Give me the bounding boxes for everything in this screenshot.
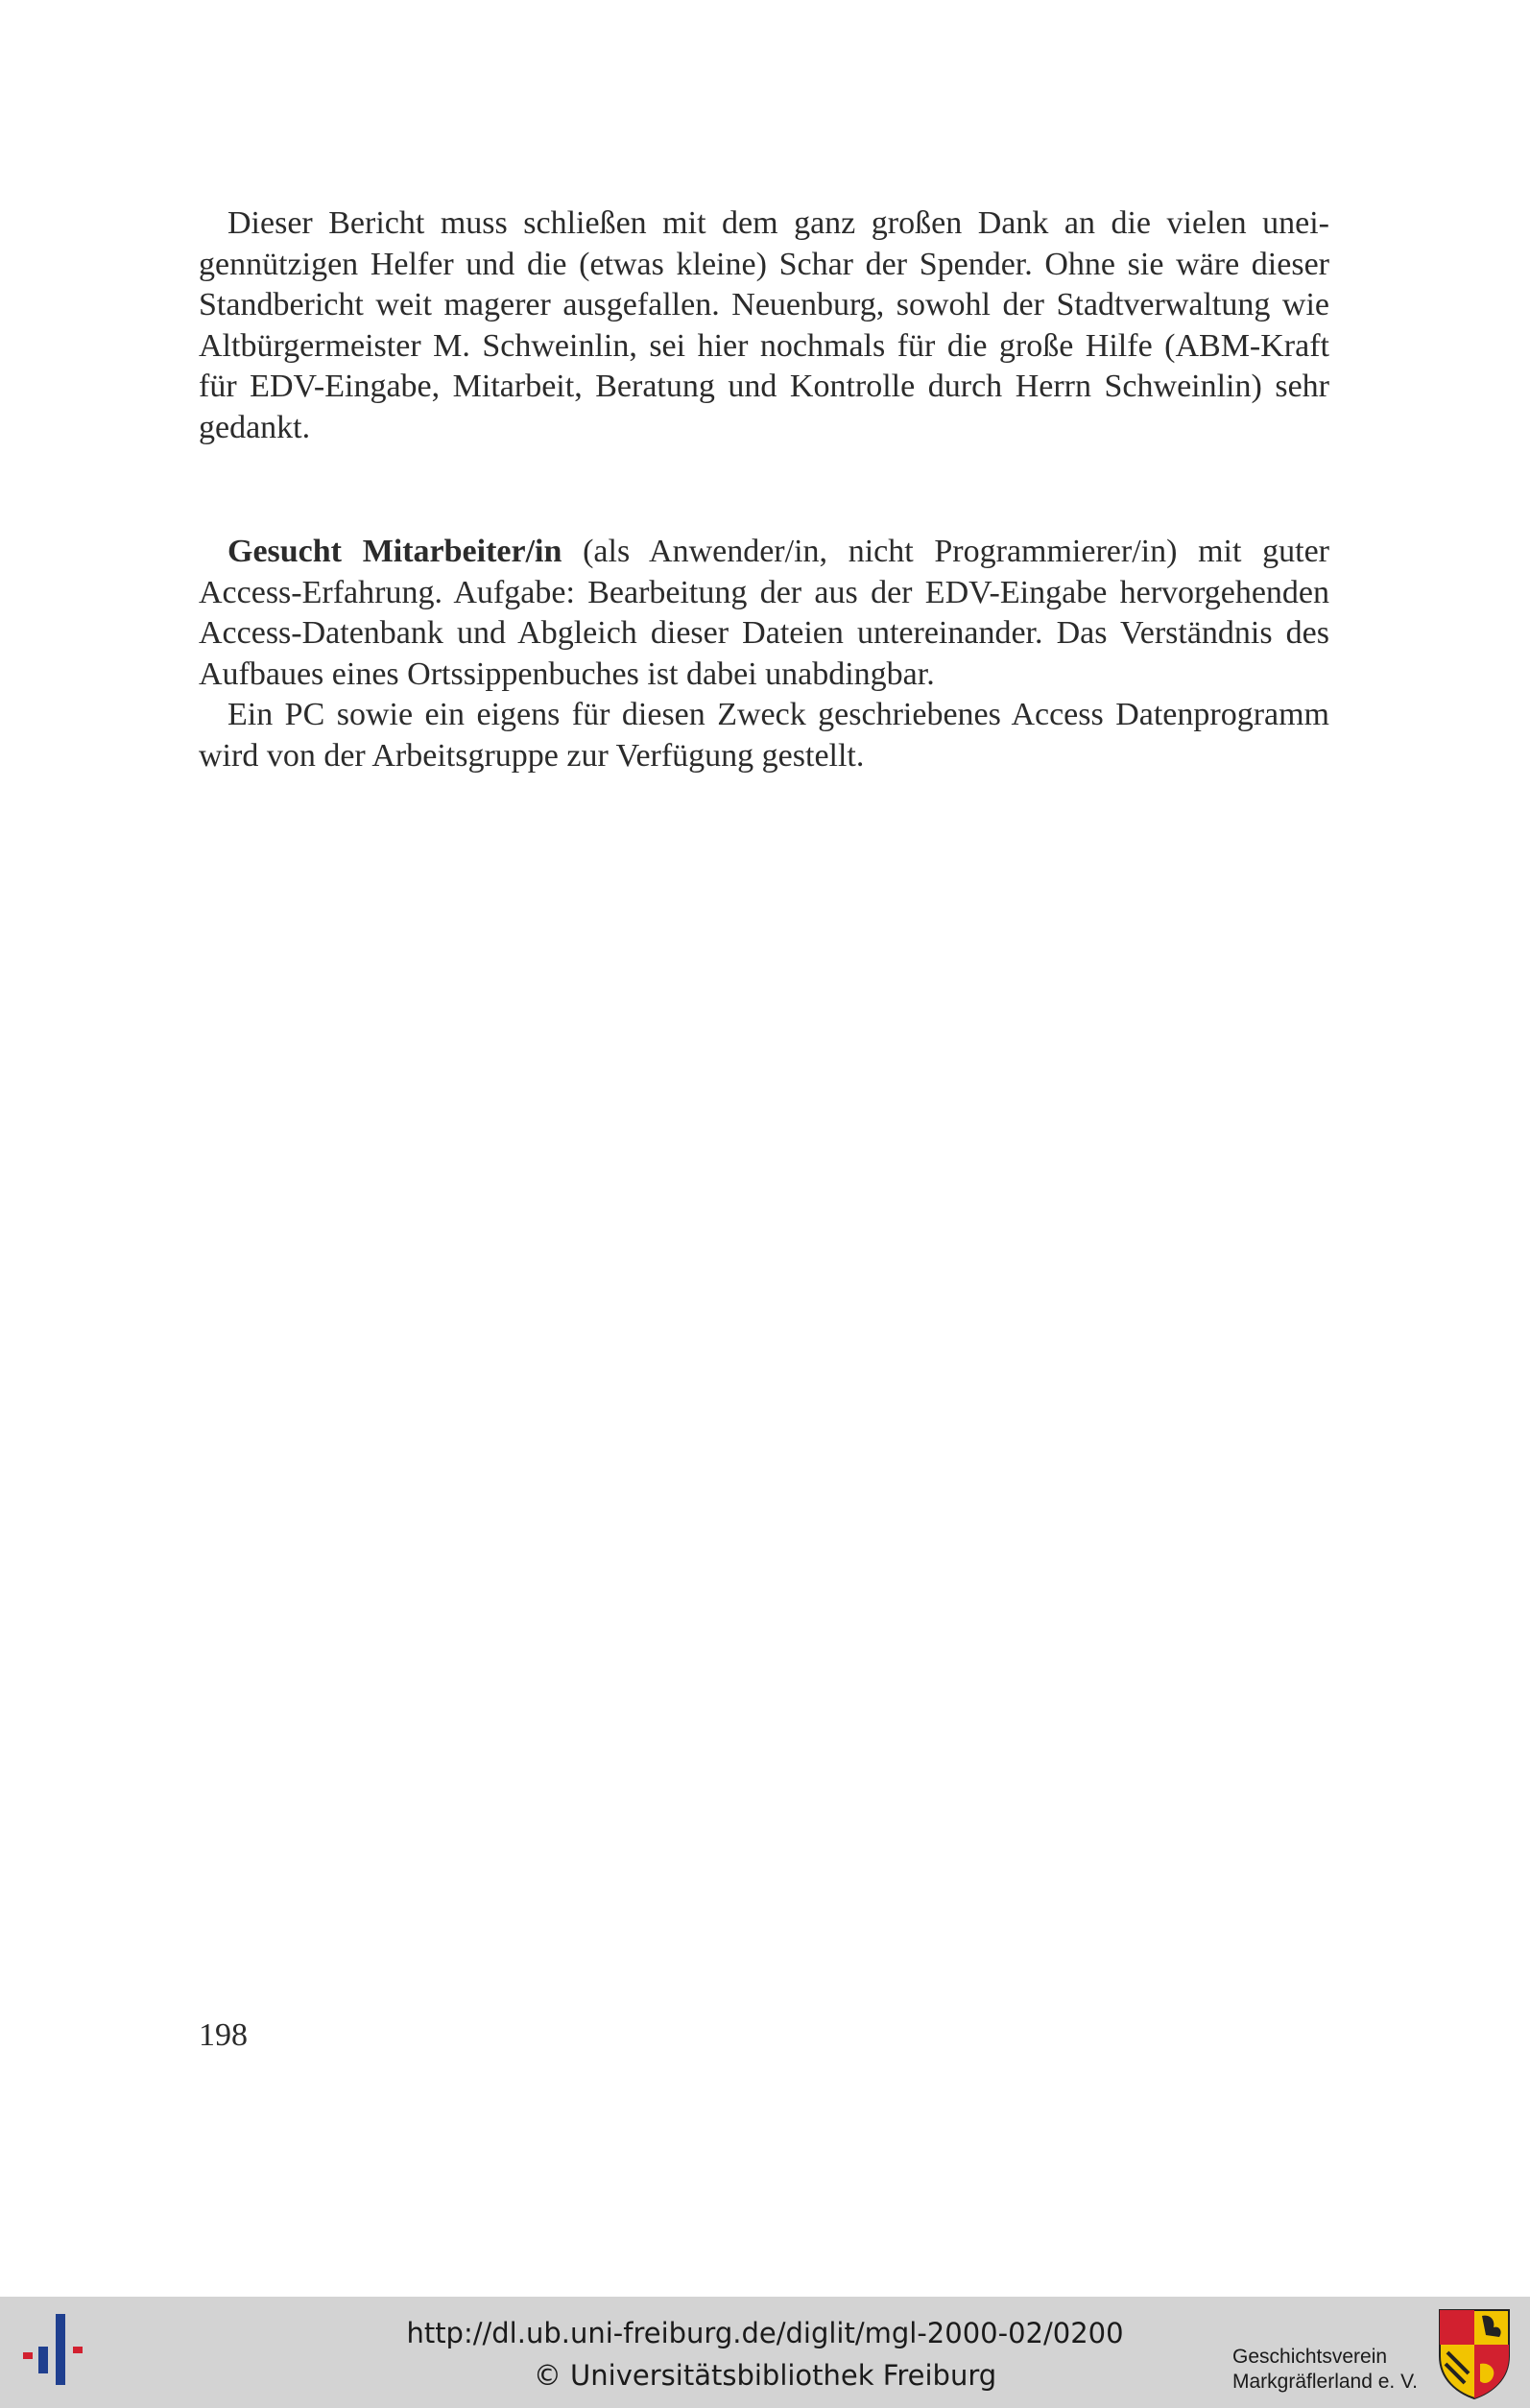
text-block-thanks — [199, 203, 1329, 449]
society-line-1: Geschichtsverein — [1232, 2346, 1388, 2368]
wanted-heading: Gesucht Mitarbeiter/in — [227, 534, 562, 569]
paragraph-thanks: Dieser Bericht muss schließen mit dem ganz großen Dank an die vielen uneigennützigen Helfer und die (etwas kleine) Schar der Spender. Ohne sie wäre dieser Standbericht weit magerer ausgefallen. Neuenburg, sowohl der Stadtverwaltung wie Altbürgermeister M. Schweinlin, sei hier nochmals für die große Hilfe (ABM-Kraft für EDV-Eingabe, Mitarbeit, Beratung und Kontrolle durch Herrn Schweinlin) sehr gedankt. — [199, 205, 1329, 445]
paragraph-pc: Ein PC sowie ein eigens für diesen Zweck geschriebenes Access Datenprogramm wird von der Arbeitsgruppe zur Verfügung gestellt. — [199, 697, 1329, 774]
footer-bar — [0, 2297, 1530, 2408]
footer-society-name — [1232, 2345, 1418, 2395]
wanted-text: (als Anwender/in, nicht Programmierer/in) mit guter Access-Erfahrung. Aufgabe: Bearbeitung der aus der EDV-Eingabe hervorgehenden Access-Datenbank und Abgleich dieser Dateien untereinander. Das Verständnis des Aufbaues eines Ortssippenbuches ist dabei unabdingbar. — [199, 534, 1329, 692]
coat-of-arms-icon — [1436, 2306, 1513, 2400]
text-block-wanted — [199, 532, 1329, 777]
paragraph-wanted — [199, 532, 1329, 695]
page-number: 198 — [199, 2017, 248, 2053]
footer-copyright: © Universitätsbibliothek Freiburg — [533, 2359, 997, 2392]
society-line-2: Markgräflerland e. V. — [1232, 2371, 1418, 2393]
footer-url-link[interactable]: http://dl.ub.uni-freiburg.de/diglit/mgl-2000-02/0200 — [406, 2317, 1124, 2349]
